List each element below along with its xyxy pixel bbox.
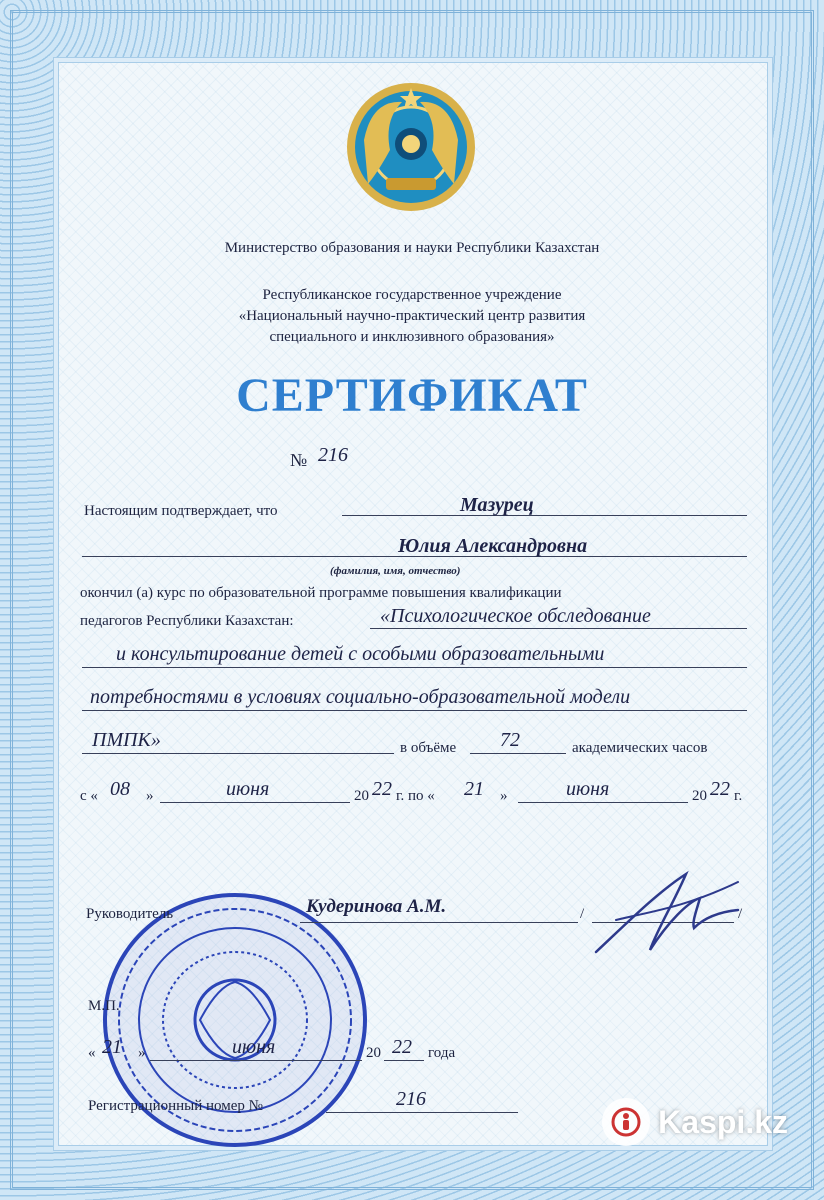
course-title-part-3: потребностями в условиях социально-образовательной модели [90, 686, 631, 708]
registration-number: 216 [396, 1088, 426, 1110]
course-title-line-1 [370, 628, 747, 629]
kaspi-logo-icon [602, 1098, 650, 1146]
issue-year-line [384, 1060, 424, 1061]
issue-close: » [138, 1045, 146, 1061]
signature-slash-left: / [580, 906, 585, 922]
kaspi-watermark-text: Kaspi.kz [658, 1103, 788, 1140]
period-from-prefix: с « [80, 788, 98, 804]
kaspi-watermark [602, 1098, 788, 1146]
course-title-line-3 [82, 710, 747, 711]
institution-line: «Национальный научно-практический центр развития [238, 308, 586, 324]
certificate-number: 216 [318, 444, 348, 466]
handwritten-signature-icon [588, 862, 748, 962]
issue-year-suffix: года [428, 1045, 456, 1061]
period-to-day: 21 [464, 778, 484, 800]
period-to-close: » [500, 788, 508, 804]
period-to-year-prefix: 20 [692, 788, 707, 804]
institution-line: Республиканское государственное учреждение [262, 287, 562, 303]
signature-label: Руководитель [86, 906, 174, 922]
course-line-2-label: педагогов Республики Казахстан: [80, 613, 294, 629]
registration-label: Регистрационный номер № [88, 1098, 263, 1114]
number-label: № [290, 450, 308, 470]
period-from-year: 22 [372, 778, 392, 800]
period-from-day: 08 [110, 778, 130, 800]
director-name: Кудеринова А.М. [306, 896, 447, 917]
volume-label: в объёме [400, 740, 457, 756]
period-from-close: » [146, 788, 154, 804]
hours-value: 72 [500, 729, 520, 751]
signature-name-line [300, 922, 578, 923]
period-to-label: г. по « [396, 788, 435, 804]
ministry-name: Министерство образования и науки Республики Казахстан [224, 240, 600, 256]
hours-line [470, 753, 566, 754]
issue-year: 22 [392, 1036, 412, 1058]
recipient-given-names: Юлия Александровна [398, 535, 588, 557]
issue-month: июня [232, 1036, 276, 1058]
course-title-line-4 [82, 753, 394, 754]
course-line-1: окончил (а) курс по образовательной программе повышения квалификации [80, 585, 562, 601]
institution-name [0, 285, 824, 348]
state-emblem-icon [344, 80, 478, 214]
registration-line [326, 1112, 518, 1113]
course-title-part-4: ПМПК» [92, 729, 161, 751]
certificate-title: СЕРТИФИКАТ [236, 369, 588, 422]
hours-label: академических часов [572, 740, 708, 756]
stamp-place-label: М.П. [88, 998, 120, 1014]
issue-open: « [88, 1045, 96, 1061]
period-from-month: июня [226, 778, 270, 800]
surname-line [342, 515, 747, 516]
period-to-month: июня [566, 778, 610, 800]
period-from-year-prefix: 20 [354, 788, 369, 804]
issue-year-prefix: 20 [366, 1045, 381, 1061]
period-year-suffix: г. [734, 788, 743, 804]
signature-slash-right: / [738, 906, 743, 922]
institution-line: специального и инклюзивного образования» [269, 329, 555, 345]
course-title-part-1: «Психологическое обследование [380, 605, 651, 627]
recipient-intro: Настоящим подтверждает, что [84, 503, 278, 519]
recipient-surname: Мазурец [460, 494, 534, 516]
course-title-part-2: и консультирование детей с особыми образовательными [116, 643, 605, 665]
recipient-caption: (фамилия, имя, отчество) [330, 565, 461, 577]
period-to-year: 22 [710, 778, 730, 800]
course-title-line-2 [82, 667, 747, 668]
issue-day: 21 [102, 1036, 122, 1058]
issue-month-line [150, 1060, 362, 1061]
to-month-line [518, 802, 688, 803]
from-month-line [160, 802, 350, 803]
